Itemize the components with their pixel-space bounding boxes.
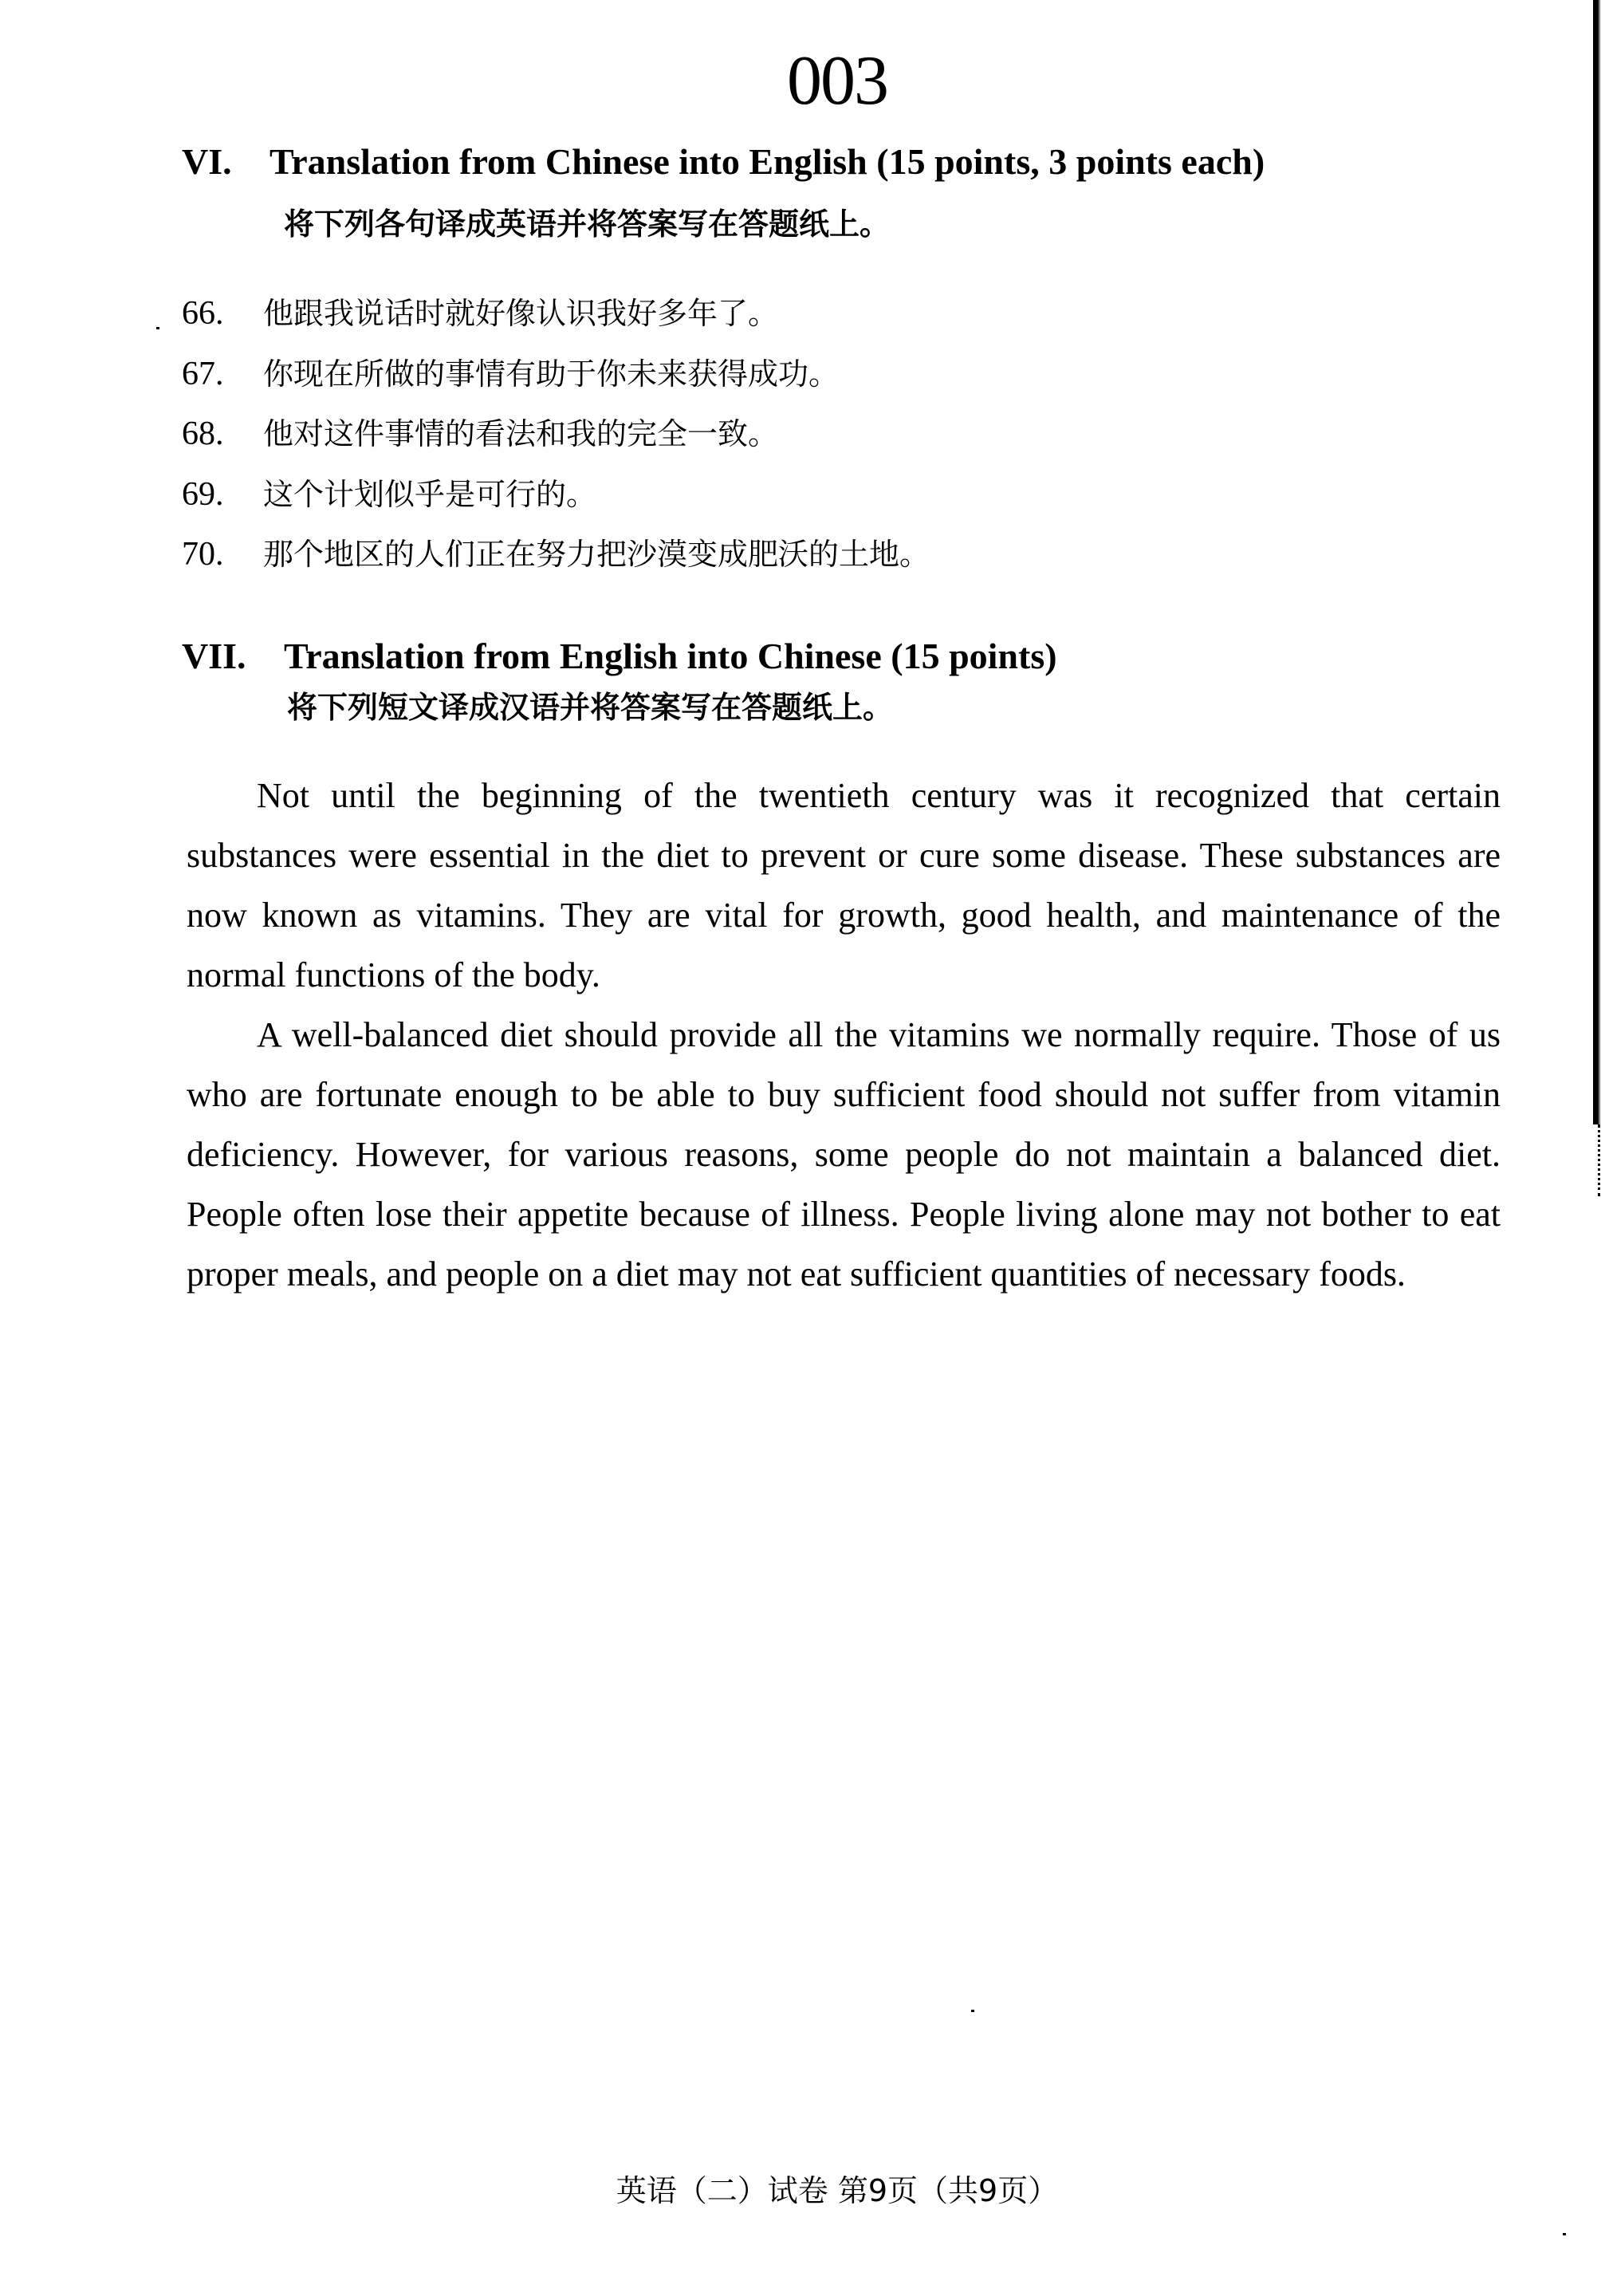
- page-code: 003: [787, 42, 887, 120]
- question-text: 这个计划似乎是可行的。: [263, 477, 597, 512]
- passage-paragraph: Not until the beginning of the twentieth century was it recognized that certain substances were essential in the diet to prevent or cure some disease. These substances are now known as vitamins. They are vital for growth, good health, and maintenance of the normal functions of the body.: [187, 776, 1501, 994]
- question-text: 那个地区的人们正在努力把沙漠变成肥沃的土地。: [263, 537, 930, 572]
- section-vii-heading: [182, 638, 1057, 675]
- question-text: 他跟我说话时就好像认识我好多年了。: [263, 296, 779, 331]
- scan-speck: [971, 2010, 974, 2012]
- section-vii-numeral: VII.: [182, 636, 246, 676]
- question-number: 67.: [182, 356, 224, 392]
- section-vii-title: Translation from English into Chinese (15 points): [284, 636, 1057, 676]
- passage-paragraph: A well-balanced diet should provide all the vitamins we normally require. Those of us who are fortunate enough to be able to buy sufficient food should not suffer from vitamin deficiency. However, for various reasons, some people do not maintain a balanced diet. People often lose their appetite because of illness. People living alone may not bother to eat proper meals, and people on a diet may not eat sufficient quantities of necessary foods.: [187, 1015, 1501, 1294]
- section-vii-instruction: 将下列短文译成汉语并将答案写在答题纸上。: [287, 690, 894, 725]
- question-item: [182, 478, 596, 511]
- section-vi-numeral: VI.: [182, 141, 232, 182]
- scan-speck: [156, 327, 159, 329]
- question-item: [182, 417, 778, 451]
- question-number: 66.: [182, 295, 224, 332]
- section-vi-title: Translation from Chinese into English (15 points, 3 points each): [269, 141, 1265, 182]
- question-number: 68.: [182, 415, 224, 452]
- section-vi-heading: [182, 141, 1265, 182]
- page-footer: 英语（二）试卷 第9页（共9页）: [616, 2173, 1059, 2208]
- question-text: 他对这件事情的看法和我的完全一致。: [263, 416, 779, 451]
- section-vi-instruction: 将下列各句译成英语并将答案写在答题纸上。: [284, 207, 891, 242]
- question-item: [182, 297, 778, 330]
- question-number: 69.: [182, 476, 224, 513]
- translation-passage: [187, 766, 1501, 1304]
- scan-border-fragment: [1598, 1124, 1603, 1196]
- question-item: [182, 357, 839, 391]
- question-number: 70.: [182, 536, 224, 573]
- scan-border: [1593, 0, 1601, 1124]
- question-item: [182, 538, 930, 571]
- question-text: 你现在所做的事情有助于你未来获得成功。: [263, 356, 840, 392]
- scan-speck: [1563, 2233, 1566, 2235]
